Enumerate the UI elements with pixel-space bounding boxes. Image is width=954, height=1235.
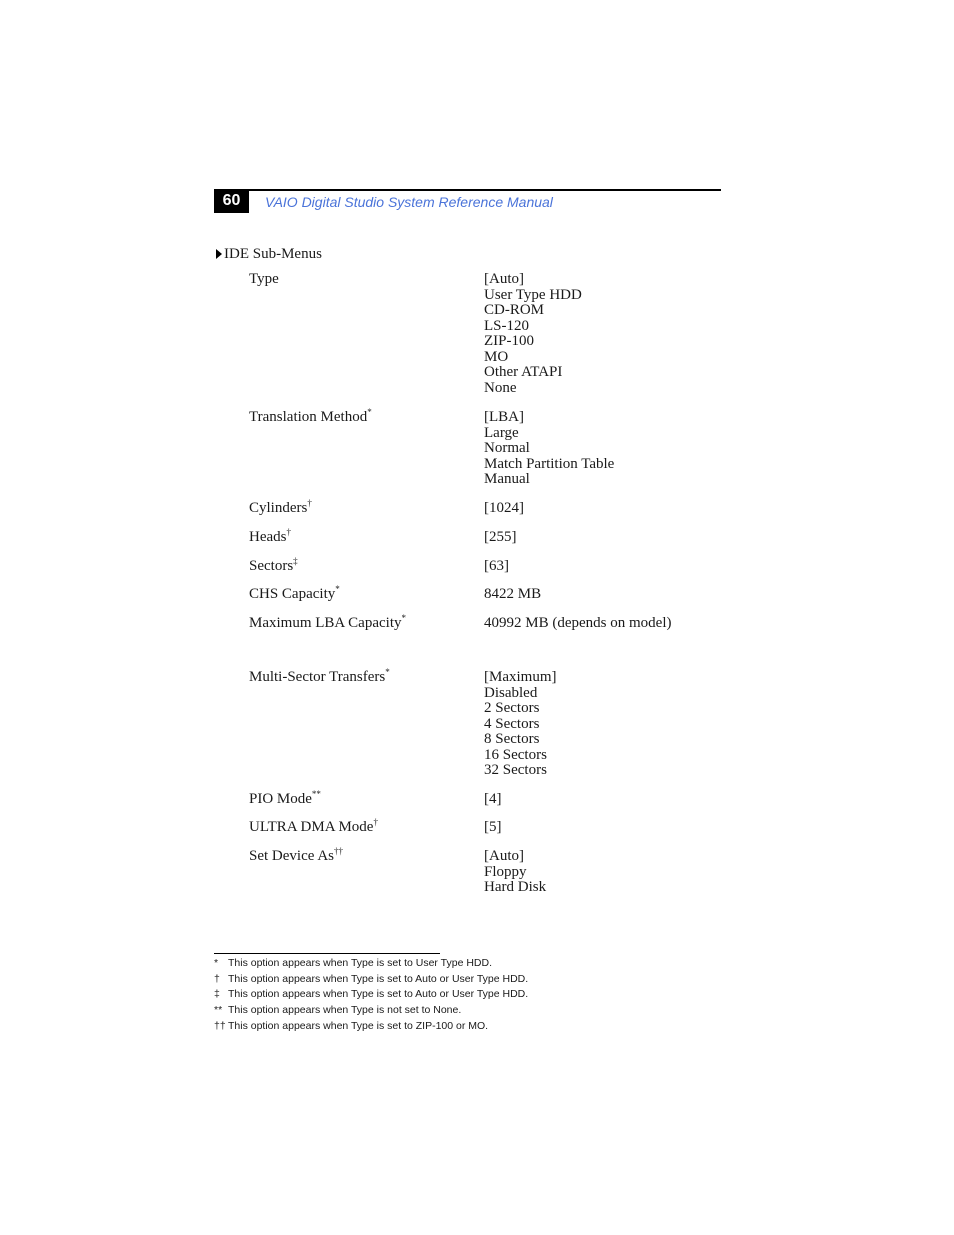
setting-value: LS-120 xyxy=(484,317,529,334)
setting-values xyxy=(484,501,524,517)
setting-values xyxy=(484,272,582,396)
setting-value: [Auto] xyxy=(484,271,524,287)
setting-value: Match Partition Table xyxy=(484,455,615,472)
setting-label: CHS Capacity* xyxy=(249,584,340,602)
running-title: VAIO Digital Studio System Reference Manual xyxy=(265,194,553,210)
setting-value: 2 Sectors xyxy=(484,700,540,716)
setting-values xyxy=(484,820,502,836)
section-heading xyxy=(216,246,322,263)
setting-value: CD-ROM xyxy=(484,302,545,318)
page-number: 60 xyxy=(214,189,249,213)
setting-label: ULTRA DMA Mode† xyxy=(249,817,378,835)
setting-value: Large xyxy=(484,424,519,441)
setting-value: Other ATAPI xyxy=(484,364,563,380)
setting-value: Disabled xyxy=(484,684,538,701)
setting-value: None xyxy=(484,379,517,396)
setting-values xyxy=(484,410,614,488)
setting-values xyxy=(484,616,671,632)
setting-value: 4 Sectors xyxy=(484,715,540,732)
setting-label: PIO Mode** xyxy=(249,789,321,807)
setting-value: 8422 MB xyxy=(484,586,542,602)
footnotes xyxy=(214,956,528,1034)
setting-value: [LBA] xyxy=(484,409,524,425)
setting-values xyxy=(484,670,557,779)
setting-values xyxy=(484,530,517,546)
setting-label: Multi-Sector Transfers* xyxy=(249,667,390,685)
setting-value: 16 Sectors xyxy=(484,746,547,763)
setting-value: [255] xyxy=(484,529,517,545)
setting-values xyxy=(484,559,509,575)
setting-values xyxy=(484,849,546,896)
header-rule xyxy=(249,189,721,191)
setting-value: [4] xyxy=(484,791,502,807)
footnote: ‡ This option appears when Type is set to Auto or User Type HDD. xyxy=(214,988,529,1001)
setting-value: Floppy xyxy=(484,863,527,880)
setting-label: Sectors‡ xyxy=(249,556,298,574)
setting-label: Cylinders† xyxy=(249,498,312,516)
setting-value: [Maximum] xyxy=(484,669,557,685)
setting-label: Heads† xyxy=(249,527,291,545)
setting-value: ZIP-100 xyxy=(484,333,534,349)
footnote-rule xyxy=(214,953,440,954)
setting-value: [1024] xyxy=(484,500,524,516)
setting-label: Maximum LBA Capacity* xyxy=(249,613,406,631)
setting-value: [63] xyxy=(484,558,509,574)
setting-value: [Auto] xyxy=(484,848,524,864)
setting-value: 32 Sectors xyxy=(484,762,547,778)
setting-value: 40992 MB (depends on model) xyxy=(484,615,672,631)
setting-value: Normal xyxy=(484,440,530,456)
setting-values xyxy=(484,587,541,603)
setting-value: MO xyxy=(484,348,509,365)
setting-value: Hard Disk xyxy=(484,879,547,895)
setting-label: Translation Method* xyxy=(249,407,372,425)
setting-value: User Type HDD xyxy=(484,286,582,303)
setting-value: [5] xyxy=(484,819,502,835)
footnote: † This option appears when Type is set to Auto or User Type HDD. xyxy=(214,972,529,985)
triangle-bullet-icon xyxy=(216,249,222,259)
footnote: ** This option appears when Type is not set to None. xyxy=(214,1004,462,1017)
footnote: * This option appears when Type is set to User Type HDD. xyxy=(214,957,492,969)
footnote: †† This option appears when Type is set to ZIP-100 or MO. xyxy=(214,1019,489,1032)
setting-value: Manual xyxy=(484,471,530,487)
setting-values xyxy=(484,792,502,808)
setting-label: Type xyxy=(249,271,279,287)
setting-label: Set Device As†† xyxy=(249,846,343,864)
setting-value: 8 Sectors xyxy=(484,731,540,747)
section-title: IDE Sub-Menus xyxy=(224,246,322,262)
